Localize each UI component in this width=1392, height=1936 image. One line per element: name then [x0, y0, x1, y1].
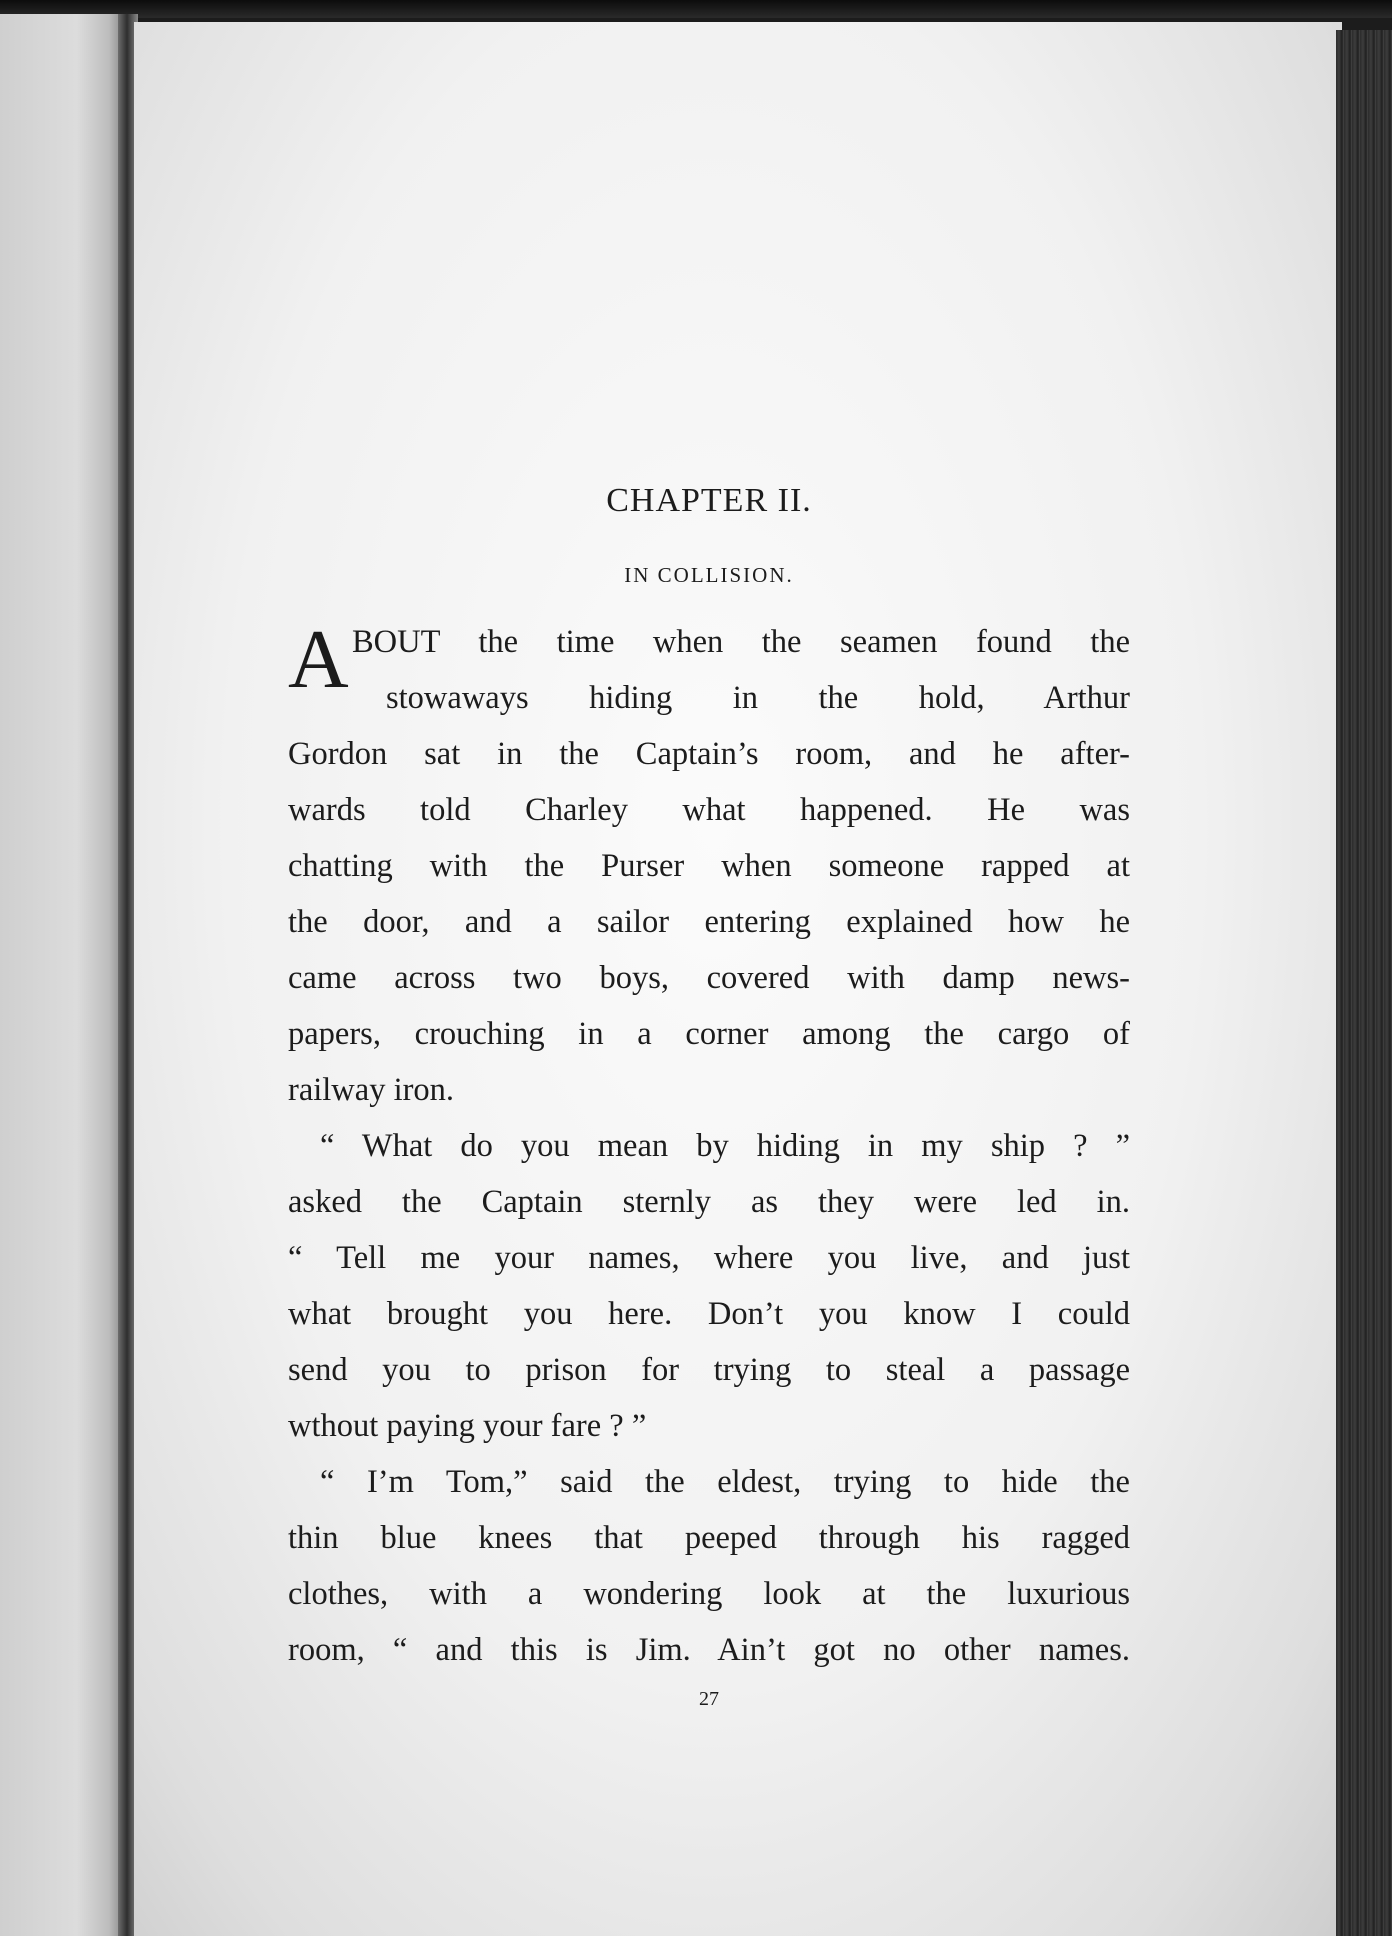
text-line: papers, crouching in a corner among the cargo of: [288, 1016, 1130, 1052]
left-page-margin: [0, 14, 128, 1936]
text-line: what brought you here. Don’t you know I could: [288, 1296, 1130, 1332]
text-line: chatting with the Purser when someone rapped at: [288, 848, 1130, 884]
drop-cap: A: [288, 613, 349, 706]
page-number: 27: [699, 1688, 719, 1710]
text-line: “ What do you mean by hiding in my ship ? ”: [320, 1128, 1130, 1164]
text-line: Gordon sat in the Captain’s room, and he after-: [288, 736, 1130, 772]
text-line: railway iron.: [288, 1072, 455, 1108]
chapter-subtitle: IN COLLISION.: [624, 563, 794, 587]
text-line: “ Tell me your names, where you live, and just: [288, 1240, 1130, 1276]
text-line: clothes, with a wondering look at the luxurious: [288, 1576, 1130, 1612]
text-line: “ I’m Tom,” said the eldest, trying to hide the: [320, 1464, 1130, 1500]
text-line: room, “ and this is Jim. Ain’t got no other names.: [288, 1632, 1130, 1668]
text-line: the door, and a sailor entering explained how he: [288, 904, 1130, 940]
page-edges: [1336, 30, 1392, 1936]
text-line: wards told Charley what happened. He was: [288, 792, 1130, 828]
text-line: wthout paying your fare ? ”: [288, 1408, 647, 1444]
scan-top-edge: [0, 0, 1392, 18]
text-line: asked the Captain sternly as they were led in.: [288, 1184, 1130, 1220]
text-line: thin blue knees that peeped through his ragged: [288, 1520, 1130, 1556]
chapter-title: CHAPTER II.: [606, 482, 812, 519]
text-line: came across two boys, covered with damp news-: [288, 960, 1130, 996]
text-line: send you to prison for trying to steal a passage: [288, 1352, 1130, 1388]
text-line: stowaways hiding in the hold, Arthur: [386, 680, 1130, 716]
text-line: BOUT the time when the seamen found the: [352, 624, 1130, 660]
